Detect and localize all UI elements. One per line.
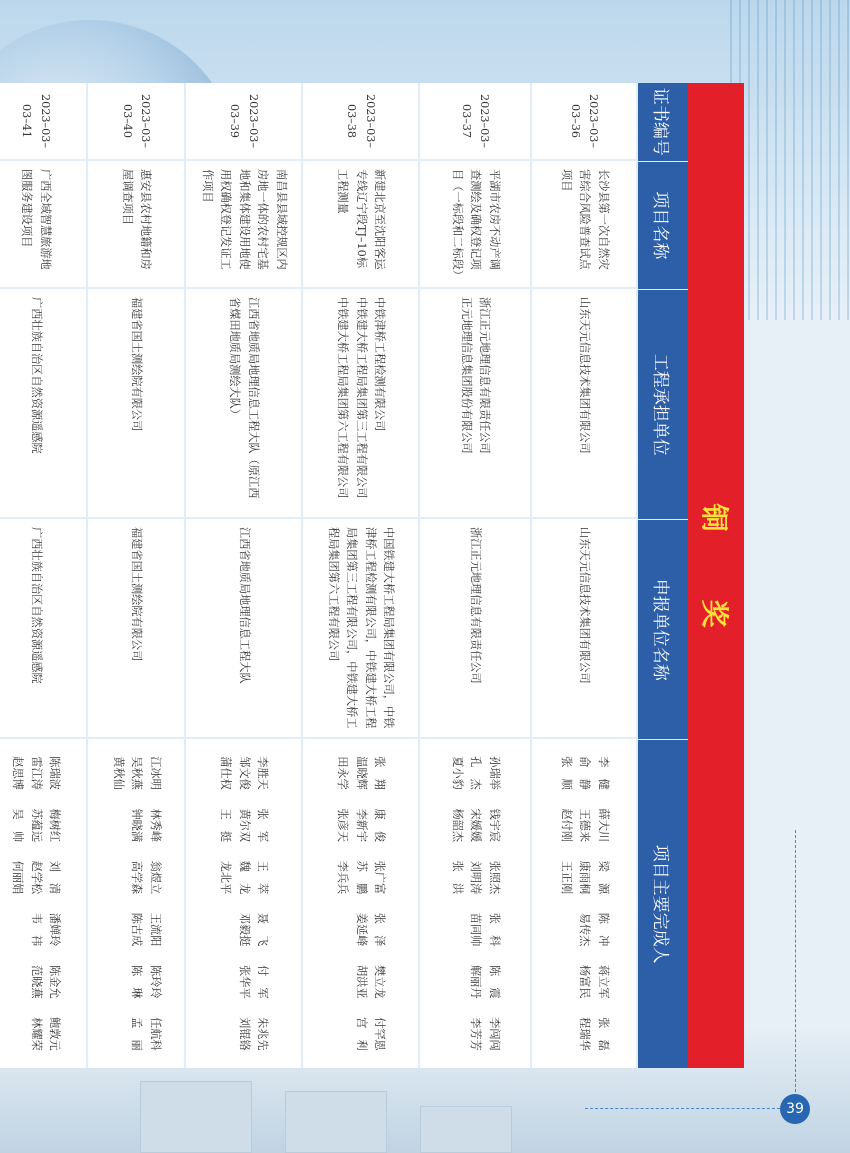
contractor-cell	[532, 289, 636, 519]
member-name: 赵思博	[11, 756, 25, 790]
members-cell	[88, 739, 184, 1068]
member-name: 梅树红	[48, 808, 62, 843]
contractor-cell-text: 江西省地质局地理信息工程大队（原江西省煤田地质局测绘大队）	[228, 297, 260, 499]
member-name: 张 翔	[373, 756, 387, 790]
applicant-cell	[420, 519, 530, 739]
table-header	[638, 83, 688, 1068]
table-row	[186, 83, 303, 1068]
project-name-cell-text: 新建北京至沈阳客运专线辽宁段TJ–10标工程测量	[336, 169, 387, 270]
contractor-cell-text: 山东天元信息技术集团有限公司	[578, 297, 592, 454]
member-name: 孟 丽	[130, 1017, 144, 1051]
member-name: 夏小豹	[450, 756, 464, 790]
member-name: 陈玲玲	[148, 964, 162, 999]
members-cell	[420, 739, 530, 1068]
table-row	[88, 83, 186, 1068]
members-grid	[108, 747, 164, 1060]
member-name: 孙瑞举	[487, 756, 501, 790]
member-name: 邹文俊	[237, 756, 251, 790]
member-name: 李兵兵	[336, 860, 350, 895]
cert-no-cell	[303, 83, 418, 161]
cert-no-cell-text: 2023–03–03–41	[20, 94, 52, 148]
member-name: 刘 清	[48, 860, 62, 895]
project-name-cell	[420, 161, 530, 289]
member-name: 王流阳	[148, 912, 162, 947]
member-name: 李胜天	[256, 756, 270, 790]
table-body	[0, 83, 638, 1068]
member-name: 陈 冲	[596, 912, 610, 947]
member-name: 孔 杰	[469, 756, 483, 790]
rotated-table	[11, 83, 744, 1068]
member-name: 付罕恩	[373, 1017, 387, 1051]
member-name: 张广富	[373, 860, 387, 895]
cert-no-cell-text: 2023–03–03–37	[460, 94, 492, 148]
applicant-cell-text: 山东天元信息技术集团有限公司	[578, 527, 592, 684]
cert-no-cell	[88, 83, 184, 161]
member-name: 赵学松	[29, 860, 43, 895]
member-name: 陈金允	[48, 964, 62, 999]
member-name: 陈古成	[130, 912, 144, 947]
applicant-cell	[88, 519, 184, 739]
members-grid	[333, 747, 389, 1060]
member-name: 赵付刚	[559, 808, 573, 843]
applicant-cell	[303, 519, 418, 739]
member-name: 蒋立军	[596, 964, 610, 999]
member-name: 钱宇宸	[487, 808, 501, 843]
contractor-cell	[186, 289, 301, 519]
member-name: 杨富民	[578, 964, 592, 999]
cert-no-cell	[532, 83, 636, 161]
member-name: 张 磊	[596, 1017, 610, 1051]
member-name: 翁煜立	[148, 860, 162, 895]
member-name: 梁 源	[596, 860, 610, 895]
applicant-cell-text: 广西壮族自治区自然资源遥感院	[29, 527, 43, 684]
member-name: 王 挺	[219, 808, 233, 843]
member-name: 张彦天	[336, 808, 350, 843]
member-name: 张华平	[237, 964, 251, 999]
member-name: 龙北平	[219, 860, 233, 895]
cert-no-cell	[186, 83, 301, 161]
members-grid	[8, 747, 64, 1060]
member-name: 江冰明	[148, 756, 162, 790]
member-name: 康 俊	[373, 808, 387, 843]
member-name: 朱兆先	[256, 1017, 270, 1051]
members-cell	[0, 739, 86, 1068]
cert-no-cell-text: 2023–03–03–36	[569, 94, 601, 148]
digital-pattern-decoration	[730, 0, 850, 320]
member-name: 张照杰	[487, 860, 501, 895]
header-project-name: 项目名称	[638, 162, 688, 290]
member-name: 何丽娟	[11, 860, 25, 895]
member-name: 林耀荣	[29, 1017, 43, 1051]
member-name: 姜延峰	[354, 912, 368, 947]
cert-no-cell-text: 2023–03–03–39	[228, 94, 260, 148]
member-name: 程瑞华	[578, 1017, 592, 1051]
contractor-cell-text: 浙江正元地理信息有限责任公司 正元地理信息集团股份有限公司	[460, 297, 492, 454]
member-name: 韦 祎	[29, 912, 43, 947]
member-name: 蒲仕权	[219, 756, 233, 790]
contractor-cell-text: 中铁津桥工程检测有限公司 中铁建大桥工程局集团第三工程有限公司 中铁建大桥工程局集团第六工程有限公司	[336, 297, 387, 499]
member-name: 黄秋仙	[111, 756, 125, 790]
member-name: 黄尔双	[237, 808, 251, 843]
applicant-cell	[0, 519, 86, 739]
member-name: 张 洪	[450, 860, 464, 895]
member-name: 张 军	[256, 808, 270, 843]
member-name: 林秀峰	[148, 808, 162, 843]
member-name: 陈瑞波	[48, 756, 62, 790]
member-name: 鲍敦元	[48, 1017, 62, 1051]
member-name: 王正刚	[559, 860, 573, 895]
dotted-rule-horizontal	[585, 1108, 780, 1109]
member-name: 潘婵玲	[48, 912, 62, 947]
members-cell	[532, 739, 636, 1068]
contractor-cell	[303, 289, 418, 519]
members-grid	[447, 747, 503, 1060]
applicant-cell-text: 中国铁建大桥工程局集团有限公司，中铁津桥工程检测有限公司，中铁建大桥工程局集团第三工程有限公司，中铁建大桥工程局集团第六工程有限公司	[327, 527, 396, 729]
cert-no-cell	[420, 83, 530, 161]
member-name: 任航科	[148, 1017, 162, 1051]
member-name: 李闯闯	[487, 1017, 501, 1051]
cert-no-cell-text: 2023–03–03–40	[121, 94, 153, 148]
contractor-cell	[0, 289, 86, 519]
award-banner: 铜 奖	[688, 83, 744, 1068]
applicant-cell	[532, 519, 636, 739]
member-name: 苏 鹏	[354, 860, 368, 895]
member-name: 陈 琳	[130, 964, 144, 999]
member-name: 吴 帅	[11, 808, 25, 843]
table-row	[303, 83, 420, 1068]
project-name-cell-text: 平湖市农房不动产调查测绘及确权登记项目（一标段和二标段）	[450, 169, 501, 281]
applicant-cell-text: 福建省国土测绘院有限公司	[130, 527, 144, 662]
member-name: 宫 利	[354, 1017, 368, 1051]
applicant-cell	[186, 519, 301, 739]
member-name: 樊立龙	[373, 964, 387, 999]
members-grid	[556, 747, 612, 1060]
member-name: 苏蕴远	[29, 808, 43, 843]
member-name: 张 顺	[559, 756, 573, 790]
project-name-cell-text: 南昌县县域控规区内房地一体的农村宅基地和集体建设用地使用权确权登记发证工作项目	[200, 169, 288, 270]
contractor-cell	[88, 289, 184, 519]
member-name: 苗同帅	[469, 912, 483, 947]
member-name: 杨韶杰	[450, 808, 464, 843]
member-name: 范晓燕	[29, 964, 43, 999]
project-name-cell-text: 长沙县第一次自然灾害综合风险普查试点项目	[559, 169, 610, 270]
member-name: 李 健	[596, 756, 610, 790]
project-name-cell	[303, 161, 418, 289]
header-cert-no: 证书编号	[638, 83, 688, 162]
table-row	[0, 83, 88, 1068]
member-name: 薛大川	[596, 808, 610, 843]
project-name-cell	[88, 161, 184, 289]
page-number: 39	[780, 1094, 810, 1124]
header-contractor: 工程承担单位	[638, 290, 688, 520]
member-name: 胡洪亚	[354, 964, 368, 999]
member-name: 张 泽	[373, 912, 387, 947]
table-row	[420, 83, 532, 1068]
applicant-cell-text: 浙江正元地理信息有限责任公司	[469, 527, 483, 684]
cert-no-cell	[0, 83, 86, 161]
members-cell	[303, 739, 418, 1068]
member-name: 王德来	[578, 808, 592, 843]
member-name: 俞 静	[578, 756, 592, 790]
members-grid	[216, 747, 272, 1060]
contractor-cell-text: 福建省国土测绘院有限公司	[130, 297, 144, 432]
member-name: 田永学	[336, 756, 350, 790]
member-name: 付 军	[256, 964, 270, 999]
member-name: 高学森	[130, 860, 144, 895]
cert-no-cell-text: 2023–03–03–38	[345, 94, 377, 148]
applicant-cell-text: 江西省地质局地理信息工程大队	[237, 527, 251, 684]
member-name: 康雨桐	[578, 860, 592, 895]
member-name: 魏 龙	[237, 860, 251, 895]
header-applicant: 申报单位名称	[638, 520, 688, 740]
member-name: 钟晓满	[130, 808, 144, 843]
member-name: 刘锟铬	[237, 1017, 251, 1051]
member-name: 解丽丹	[469, 964, 483, 999]
member-name: 温晓辉	[354, 756, 368, 790]
project-name-cell	[532, 161, 636, 289]
member-name: 吴秋燕	[130, 756, 144, 790]
members-cell	[186, 739, 301, 1068]
member-name: 李新宇	[354, 808, 368, 843]
contractor-cell-text: 广西壮族自治区自然资源遥感院	[29, 297, 43, 454]
award-table-page	[11, 83, 744, 1068]
contractor-cell	[420, 289, 530, 519]
project-name-cell-text: 广西全域智慧旅游地图服务建设项目	[20, 169, 52, 270]
member-name: 邓毅挺	[237, 912, 251, 947]
member-name: 张 科	[487, 912, 501, 947]
project-name-cell	[186, 161, 301, 289]
member-name: 聂 飞	[256, 912, 270, 947]
member-name: 易传杰	[578, 912, 592, 947]
member-name: 王 萃	[256, 860, 270, 895]
project-name-cell-text: 惠安县农村地籍和房屋调查项目	[121, 169, 153, 270]
member-name: 雷江涛	[29, 756, 43, 790]
table-row	[532, 83, 638, 1068]
project-name-cell	[0, 161, 86, 289]
member-name: 陈 震	[487, 964, 501, 999]
header-members: 项目主要完成人	[650, 844, 671, 964]
dotted-rule-vertical	[795, 830, 796, 1092]
member-name: 李芳芳	[469, 1017, 483, 1051]
member-name: 宋媛媛	[469, 808, 483, 843]
member-name: 刘明涛	[469, 860, 483, 895]
